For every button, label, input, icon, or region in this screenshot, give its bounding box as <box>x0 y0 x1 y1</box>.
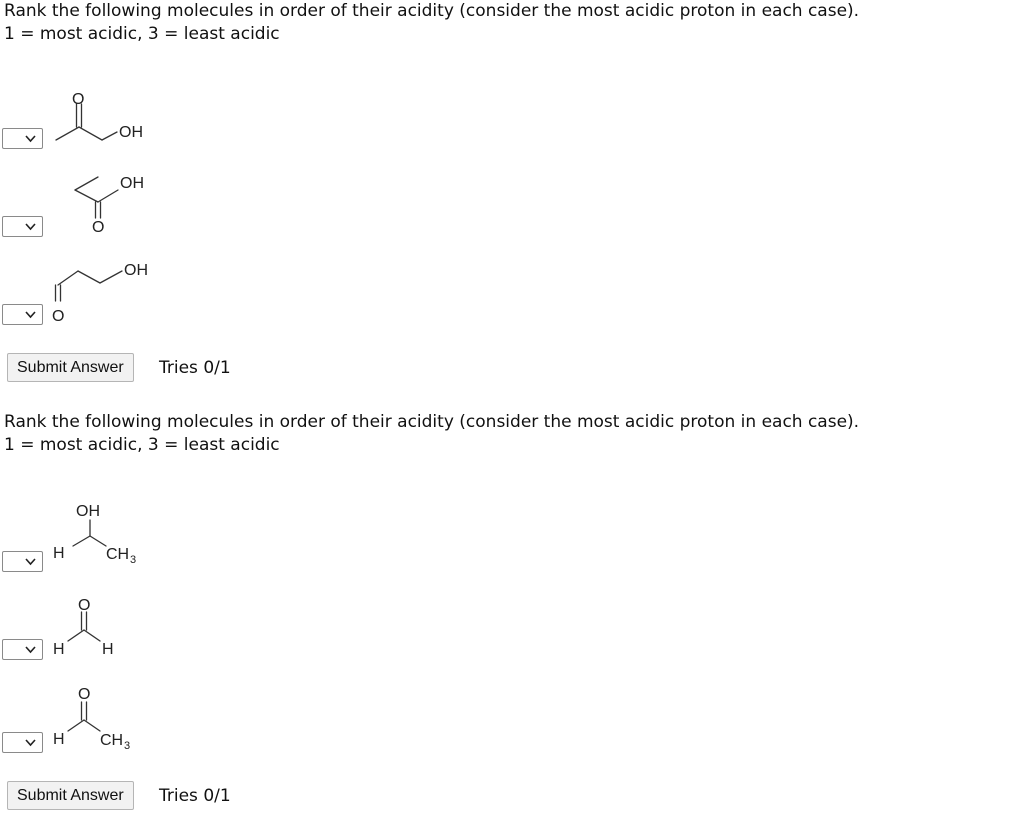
q2-submit-answer-button[interactable]: Submit Answer <box>7 781 134 810</box>
q2-molecule-3 <box>50 682 160 752</box>
q1-rank-select-3[interactable] <box>2 304 43 325</box>
q1-molecule-3 <box>40 255 160 327</box>
q1-molecule-1 <box>50 88 160 148</box>
q2-m1-atom-ch: CH <box>106 546 130 563</box>
q1-tries-counter: Tries 0/1 <box>159 358 231 378</box>
q2-molecule-2 <box>50 594 160 660</box>
q2-m3-atom-o: O <box>78 686 91 703</box>
q1-m1-atom-oh: OH <box>119 124 143 141</box>
q2-m2-atom-h-right: H <box>102 641 114 658</box>
question-2-prompt <box>4 411 859 457</box>
q2-tries-counter: Tries 0/1 <box>159 786 231 806</box>
q2-m1-atom-oh: OH <box>76 503 100 520</box>
q1-m2-atom-o: O <box>92 219 105 236</box>
question-2-scale: 1 = most acidic, 3 = least acidic <box>4 435 280 455</box>
chevron-down-icon <box>24 220 37 233</box>
question-1-prompt <box>4 0 859 46</box>
q2-m3-atom-h: H <box>53 731 65 748</box>
chevron-down-icon <box>24 643 37 656</box>
q1-m2-atom-oh: OH <box>120 175 144 192</box>
q2-m2-atom-o: O <box>78 597 91 614</box>
question-1-instruction: Rank the following molecules in order of their acidity (consider the most acidic proton in each case). <box>4 1 860 21</box>
q2-molecule-1 <box>50 498 160 572</box>
q2-m1-atom-h: H <box>53 545 65 562</box>
q2-rank-select-2[interactable] <box>2 639 43 660</box>
q2-rank-select-3[interactable] <box>2 732 43 753</box>
chevron-down-icon <box>24 736 37 749</box>
q1-rank-select-2[interactable] <box>2 216 43 237</box>
q2-m3-atom-ch: CH <box>100 732 124 749</box>
q2-m2-atom-h-left: H <box>53 641 65 658</box>
q1-m3-atom-o: O <box>52 308 65 325</box>
chevron-down-icon <box>24 132 37 145</box>
q1-molecule-2 <box>50 168 160 238</box>
question-2-instruction: Rank the following molecules in order of their acidity (consider the most acidic proton in each case). <box>4 412 860 432</box>
question-1-scale: 1 = most acidic, 3 = least acidic <box>4 24 280 44</box>
q1-m3-atom-oh: OH <box>124 262 148 279</box>
q2-rank-select-1[interactable] <box>2 551 43 572</box>
q1-submit-answer-button[interactable]: Submit Answer <box>7 353 134 382</box>
q2-m3-subscript-3: 3 <box>124 740 131 752</box>
q1-m1-atom-o: O <box>72 91 85 108</box>
q2-m1-subscript-3: 3 <box>130 554 137 566</box>
chevron-down-icon <box>24 555 37 568</box>
chevron-down-icon <box>24 308 37 321</box>
q1-rank-select-1[interactable] <box>2 128 43 149</box>
